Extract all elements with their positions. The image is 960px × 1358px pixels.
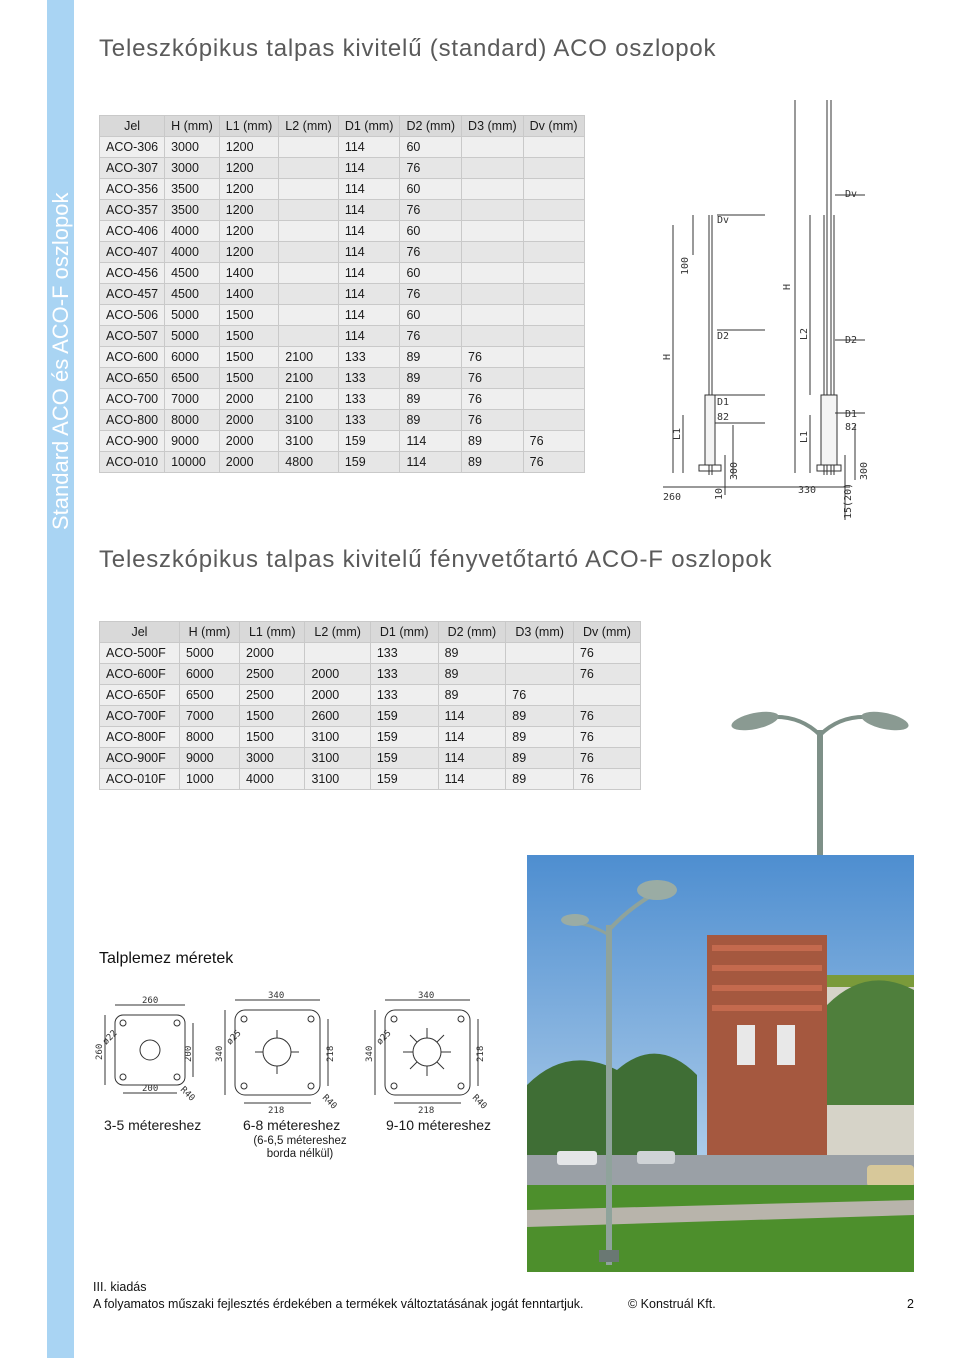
table-row [100, 643, 641, 664]
table-cell: 6000 [179, 664, 239, 685]
left-pole-lower [705, 395, 715, 465]
table-cell: 3500 [165, 200, 220, 221]
table-cell [462, 179, 524, 200]
table-cell: 114 [338, 284, 400, 305]
table-cell: 114 [338, 221, 400, 242]
table-cell: 76 [462, 389, 524, 410]
table-cell: 133 [370, 664, 438, 685]
section2-title: Teleszkópikus talpas kivitelű fényvetőtartó ACO-F oszlopok [99, 546, 773, 573]
dim-15-20: 15(20) [843, 482, 854, 519]
section1-title: Teleszkópikus talpas kivitelű (standard) ACO oszlopok [99, 35, 717, 62]
table-cell: 114 [338, 242, 400, 263]
table-cell: 76 [573, 769, 640, 790]
table-cell: 114 [338, 305, 400, 326]
table-cell: 89 [400, 389, 462, 410]
table-cell: 76 [523, 452, 584, 473]
dim-10: 10 [714, 487, 725, 500]
table-row [100, 200, 585, 221]
table-row [100, 305, 585, 326]
page-number: 2 [907, 1297, 914, 1311]
column-header: D2 (mm) [400, 116, 462, 137]
table-cell: 2000 [219, 452, 279, 473]
column-header: D2 (mm) [438, 622, 506, 643]
table-row [100, 368, 585, 389]
table-cell: 4500 [165, 263, 220, 284]
table-cell [279, 137, 339, 158]
table-cell: 133 [370, 643, 438, 664]
table-cell: 114 [438, 769, 506, 790]
table-cell: 3100 [279, 410, 339, 431]
dim-h-right: H [782, 283, 793, 290]
table-cell: 3100 [305, 748, 370, 769]
table-row [100, 706, 641, 727]
table-row [100, 452, 585, 473]
row-code: ACO-406 [100, 221, 165, 242]
table-cell [279, 326, 339, 347]
table-cell: 8000 [165, 410, 220, 431]
svg-text:218: 218 [476, 1045, 486, 1062]
table-row [100, 263, 585, 284]
row-code: ACO-307 [100, 158, 165, 179]
table-cell: 6000 [165, 347, 220, 368]
table-cell: 89 [506, 727, 574, 748]
table-cell: 8000 [179, 727, 239, 748]
table-cell: 10000 [165, 452, 220, 473]
dim-300-right: 300 [859, 461, 870, 480]
table-cell: 2600 [305, 706, 370, 727]
table-cell: 9000 [179, 748, 239, 769]
table-cell: 76 [462, 410, 524, 431]
table-cell: 76 [573, 748, 640, 769]
table-cell: 1500 [219, 347, 279, 368]
table-cell: 60 [400, 305, 462, 326]
row-code: ACO-800F [100, 727, 180, 748]
table-cell: 89 [438, 664, 506, 685]
dim-l1-right: L1 [799, 430, 810, 443]
table-cell: 2500 [240, 685, 305, 706]
table-cell [305, 643, 370, 664]
table-cell [462, 200, 524, 221]
table-cell: 2000 [219, 410, 279, 431]
table-row [100, 158, 585, 179]
svg-text:218: 218 [326, 1045, 336, 1062]
table-row [100, 242, 585, 263]
plate-2-caption: 6-8 métereshez [243, 1117, 341, 1133]
row-code: ACO-700 [100, 389, 165, 410]
column-header: L2 (mm) [279, 116, 339, 137]
table-cell: 7000 [165, 389, 220, 410]
row-code: ACO-700F [100, 706, 180, 727]
table-cell [523, 368, 584, 389]
svg-text:R40: R40 [319, 1093, 339, 1112]
table-cell: 5000 [179, 643, 239, 664]
table-cell: 1000 [179, 769, 239, 790]
table-row [100, 748, 641, 769]
table-cell: 114 [338, 263, 400, 284]
table-cell: 133 [338, 368, 400, 389]
table-cell [573, 685, 640, 706]
table-cell [523, 221, 584, 242]
row-code: ACO-506 [100, 305, 165, 326]
plate-3-caption: 9-10 métereshez [386, 1117, 492, 1133]
table-cell [462, 137, 524, 158]
table-cell: 133 [370, 685, 438, 706]
table-cell: 114 [400, 452, 462, 473]
svg-text:340: 340 [215, 1045, 225, 1062]
table-cell: 114 [438, 748, 506, 769]
table-cell: 159 [370, 727, 438, 748]
table-row [100, 347, 585, 368]
table-row [100, 685, 641, 706]
column-header: Jel [100, 116, 165, 137]
table-cell: 76 [573, 643, 640, 664]
svg-text:200: 200 [142, 1084, 159, 1094]
table-row [100, 179, 585, 200]
row-code: ACO-600 [100, 347, 165, 368]
table-cell: 1200 [219, 200, 279, 221]
table-cell: 114 [338, 326, 400, 347]
table-cell: 133 [338, 347, 400, 368]
column-header: Dv (mm) [523, 116, 584, 137]
table-cell: 3500 [165, 179, 220, 200]
table-cell [523, 200, 584, 221]
table-cell: 89 [400, 368, 462, 389]
table-cell: 1500 [240, 727, 305, 748]
table-row [100, 769, 641, 790]
column-header: D3 (mm) [506, 622, 574, 643]
svg-text:ø25: ø25 [375, 1028, 394, 1048]
table-row [100, 727, 641, 748]
svg-text:R40: R40 [469, 1093, 489, 1112]
row-code: ACO-600F [100, 664, 180, 685]
column-header: L1 (mm) [219, 116, 279, 137]
table-cell: 1200 [219, 242, 279, 263]
table-cell: 2100 [279, 368, 339, 389]
plate-2-note: (6-6,5 métereshez borda nélkül) [253, 1135, 347, 1160]
plate-2 [235, 1010, 320, 1095]
table-cell: 89 [506, 748, 574, 769]
dim-82-left: 82 [717, 412, 730, 423]
disclaimer: A folyamatos műszaki fejlesztés érdekében a termékek változtatásának jogát fenntartjuk. [93, 1297, 584, 1311]
table-cell: 1400 [219, 284, 279, 305]
table-cell: 1500 [219, 305, 279, 326]
table-row [100, 284, 585, 305]
table-cell: 1400 [219, 263, 279, 284]
table-cell [523, 410, 584, 431]
dim-h-left: H [662, 353, 673, 360]
table-cell: 76 [400, 242, 462, 263]
table-cell: 133 [338, 389, 400, 410]
svg-text:ø25: ø25 [225, 1028, 244, 1048]
svg-text:218: 218 [418, 1106, 435, 1116]
aco-f-table [99, 621, 641, 790]
table-cell [279, 179, 339, 200]
table-cell [523, 389, 584, 410]
row-code: ACO-356 [100, 179, 165, 200]
row-code: ACO-456 [100, 263, 165, 284]
table-cell: 3000 [165, 137, 220, 158]
table-cell [462, 158, 524, 179]
table-cell [523, 305, 584, 326]
table-cell: 60 [400, 221, 462, 242]
table-row [100, 326, 585, 347]
table-cell [523, 263, 584, 284]
dim-d2-left: D2 [717, 331, 730, 342]
table-cell: 89 [438, 643, 506, 664]
table-cell: 1500 [240, 706, 305, 727]
row-code: ACO-407 [100, 242, 165, 263]
table-cell: 2100 [279, 389, 339, 410]
table-cell: 159 [370, 706, 438, 727]
table-cell: 4000 [240, 769, 305, 790]
svg-text:340: 340 [418, 991, 435, 1001]
row-code: ACO-357 [100, 200, 165, 221]
table-cell [462, 242, 524, 263]
row-code: ACO-507 [100, 326, 165, 347]
table-cell: 89 [438, 685, 506, 706]
plate-1 [115, 1015, 185, 1085]
table-cell: 60 [400, 263, 462, 284]
table-cell: 76 [573, 727, 640, 748]
table-cell: 3100 [305, 727, 370, 748]
table-cell: 89 [506, 706, 574, 727]
svg-text:260: 260 [95, 1043, 105, 1060]
table-cell: 89 [462, 431, 524, 452]
table-cell [523, 242, 584, 263]
table-header-row [100, 622, 641, 643]
table-cell [462, 221, 524, 242]
table-cell [523, 284, 584, 305]
table-cell: 4800 [279, 452, 339, 473]
table-cell: 76 [573, 706, 640, 727]
svg-text:ø22: ø22 [101, 1028, 120, 1048]
row-code: ACO-800 [100, 410, 165, 431]
table-cell: 9000 [165, 431, 220, 452]
column-header: Jel [100, 622, 180, 643]
dim-l1-left: L1 [672, 427, 683, 440]
row-code: ACO-010F [100, 769, 180, 790]
table-cell: 89 [462, 452, 524, 473]
table-cell: 114 [338, 179, 400, 200]
table-cell: 114 [338, 200, 400, 221]
table-cell: 114 [438, 727, 506, 748]
row-code: ACO-900 [100, 431, 165, 452]
table-cell: 2000 [305, 685, 370, 706]
dim-dv-right: Dv [845, 189, 858, 200]
table-cell: 60 [400, 137, 462, 158]
table-cell [506, 664, 574, 685]
table-cell [279, 242, 339, 263]
svg-text:340: 340 [268, 991, 285, 1001]
table-row [100, 137, 585, 158]
dim-dv-left: Dv [717, 215, 730, 226]
column-header: L2 (mm) [305, 622, 370, 643]
table-cell: 2000 [219, 431, 279, 452]
table-cell: 1200 [219, 137, 279, 158]
table-cell: 2000 [219, 389, 279, 410]
svg-text:R40: R40 [177, 1085, 197, 1104]
table-row [100, 389, 585, 410]
dim-d2-right: D2 [845, 335, 858, 346]
row-code: ACO-500F [100, 643, 180, 664]
table-cell [279, 221, 339, 242]
dim-d1-right: D1 [845, 409, 858, 420]
table-row [100, 410, 585, 431]
row-code: ACO-650 [100, 368, 165, 389]
table-cell: 4000 [165, 221, 220, 242]
svg-text:340: 340 [365, 1045, 375, 1062]
plate-1-caption: 3-5 métereshez [104, 1117, 202, 1133]
table-cell [279, 158, 339, 179]
table-row [100, 664, 641, 685]
table-cell [506, 643, 574, 664]
table-cell: 3100 [305, 769, 370, 790]
plates-title: Talplemez méretek [99, 950, 234, 967]
table-cell: 114 [338, 158, 400, 179]
table-cell [462, 284, 524, 305]
row-code: ACO-900F [100, 748, 180, 769]
dim-260: 260 [663, 492, 682, 503]
row-code: ACO-306 [100, 137, 165, 158]
dim-d1-left: D1 [717, 397, 730, 408]
table-cell: 159 [370, 769, 438, 790]
base-plate-drawings [90, 990, 510, 1116]
table-row [100, 221, 585, 242]
row-code: ACO-010 [100, 452, 165, 473]
table-cell: 4500 [165, 284, 220, 305]
table-cell: 133 [338, 410, 400, 431]
column-header: Dv (mm) [573, 622, 640, 643]
table-cell: 5000 [165, 305, 220, 326]
table-cell [462, 326, 524, 347]
table-cell: 76 [400, 200, 462, 221]
table-cell: 76 [462, 368, 524, 389]
table-cell: 114 [338, 137, 400, 158]
column-header: D3 (mm) [462, 116, 524, 137]
dim-330: 330 [798, 485, 817, 496]
svg-text:260: 260 [142, 996, 159, 1006]
table-cell: 2500 [240, 664, 305, 685]
table-cell: 4000 [165, 242, 220, 263]
table-cell: 76 [573, 664, 640, 685]
pole-dimension-drawing [655, 95, 895, 525]
table-cell: 159 [338, 431, 400, 452]
table-cell: 1200 [219, 221, 279, 242]
column-header: D1 (mm) [338, 116, 400, 137]
table-cell [523, 326, 584, 347]
table-cell: 76 [523, 431, 584, 452]
table-cell [462, 263, 524, 284]
table-cell: 89 [400, 347, 462, 368]
table-row [100, 431, 585, 452]
table-cell: 159 [370, 748, 438, 769]
table-cell: 5000 [165, 326, 220, 347]
table-cell: 1200 [219, 179, 279, 200]
aco-table [99, 115, 585, 473]
table-cell: 89 [506, 769, 574, 790]
column-header: H (mm) [165, 116, 220, 137]
table-cell: 1500 [219, 368, 279, 389]
table-cell [523, 179, 584, 200]
street-light-photo [527, 855, 914, 1272]
table-cell [279, 200, 339, 221]
table-cell: 114 [438, 706, 506, 727]
copyright: © Konstruál Kft. [628, 1297, 716, 1311]
edition: III. kiadás [93, 1280, 147, 1294]
svg-text:200: 200 [184, 1045, 194, 1062]
table-cell [523, 158, 584, 179]
table-cell: 7000 [179, 706, 239, 727]
row-code: ACO-457 [100, 284, 165, 305]
column-header: D1 (mm) [370, 622, 438, 643]
table-cell: 1200 [219, 158, 279, 179]
column-header: L1 (mm) [240, 622, 305, 643]
table-cell: 89 [400, 410, 462, 431]
row-code: ACO-650F [100, 685, 180, 706]
table-cell: 1500 [219, 326, 279, 347]
table-cell: 2000 [305, 664, 370, 685]
table-cell [523, 137, 584, 158]
dim-l2: L2 [799, 327, 810, 340]
table-cell: 76 [400, 158, 462, 179]
table-cell: 76 [400, 284, 462, 305]
table-cell: 6500 [165, 368, 220, 389]
dim-300-left: 300 [729, 461, 740, 480]
side-banner-text: Standard ACO és ACO-F oszlopok [48, 192, 73, 530]
table-header-row [100, 116, 585, 137]
table-cell: 2000 [240, 643, 305, 664]
table-cell: 114 [400, 431, 462, 452]
table-cell: 76 [506, 685, 574, 706]
table-cell: 76 [462, 347, 524, 368]
table-cell [279, 305, 339, 326]
table-cell: 159 [338, 452, 400, 473]
table-cell: 76 [400, 326, 462, 347]
table-cell: 3000 [240, 748, 305, 769]
table-cell [462, 305, 524, 326]
table-cell: 2100 [279, 347, 339, 368]
table-cell [279, 263, 339, 284]
table-cell [523, 347, 584, 368]
plate-3 [385, 1010, 470, 1095]
dim-82-right: 82 [845, 422, 858, 433]
svg-text:218: 218 [268, 1106, 285, 1116]
column-header: H (mm) [179, 622, 239, 643]
table-cell: 6500 [179, 685, 239, 706]
table-cell [279, 284, 339, 305]
table-cell: 60 [400, 179, 462, 200]
table-cell: 3000 [165, 158, 220, 179]
table-cell: 3100 [279, 431, 339, 452]
dim-100: 100 [680, 256, 691, 275]
street-light-photo-upper [700, 675, 914, 875]
